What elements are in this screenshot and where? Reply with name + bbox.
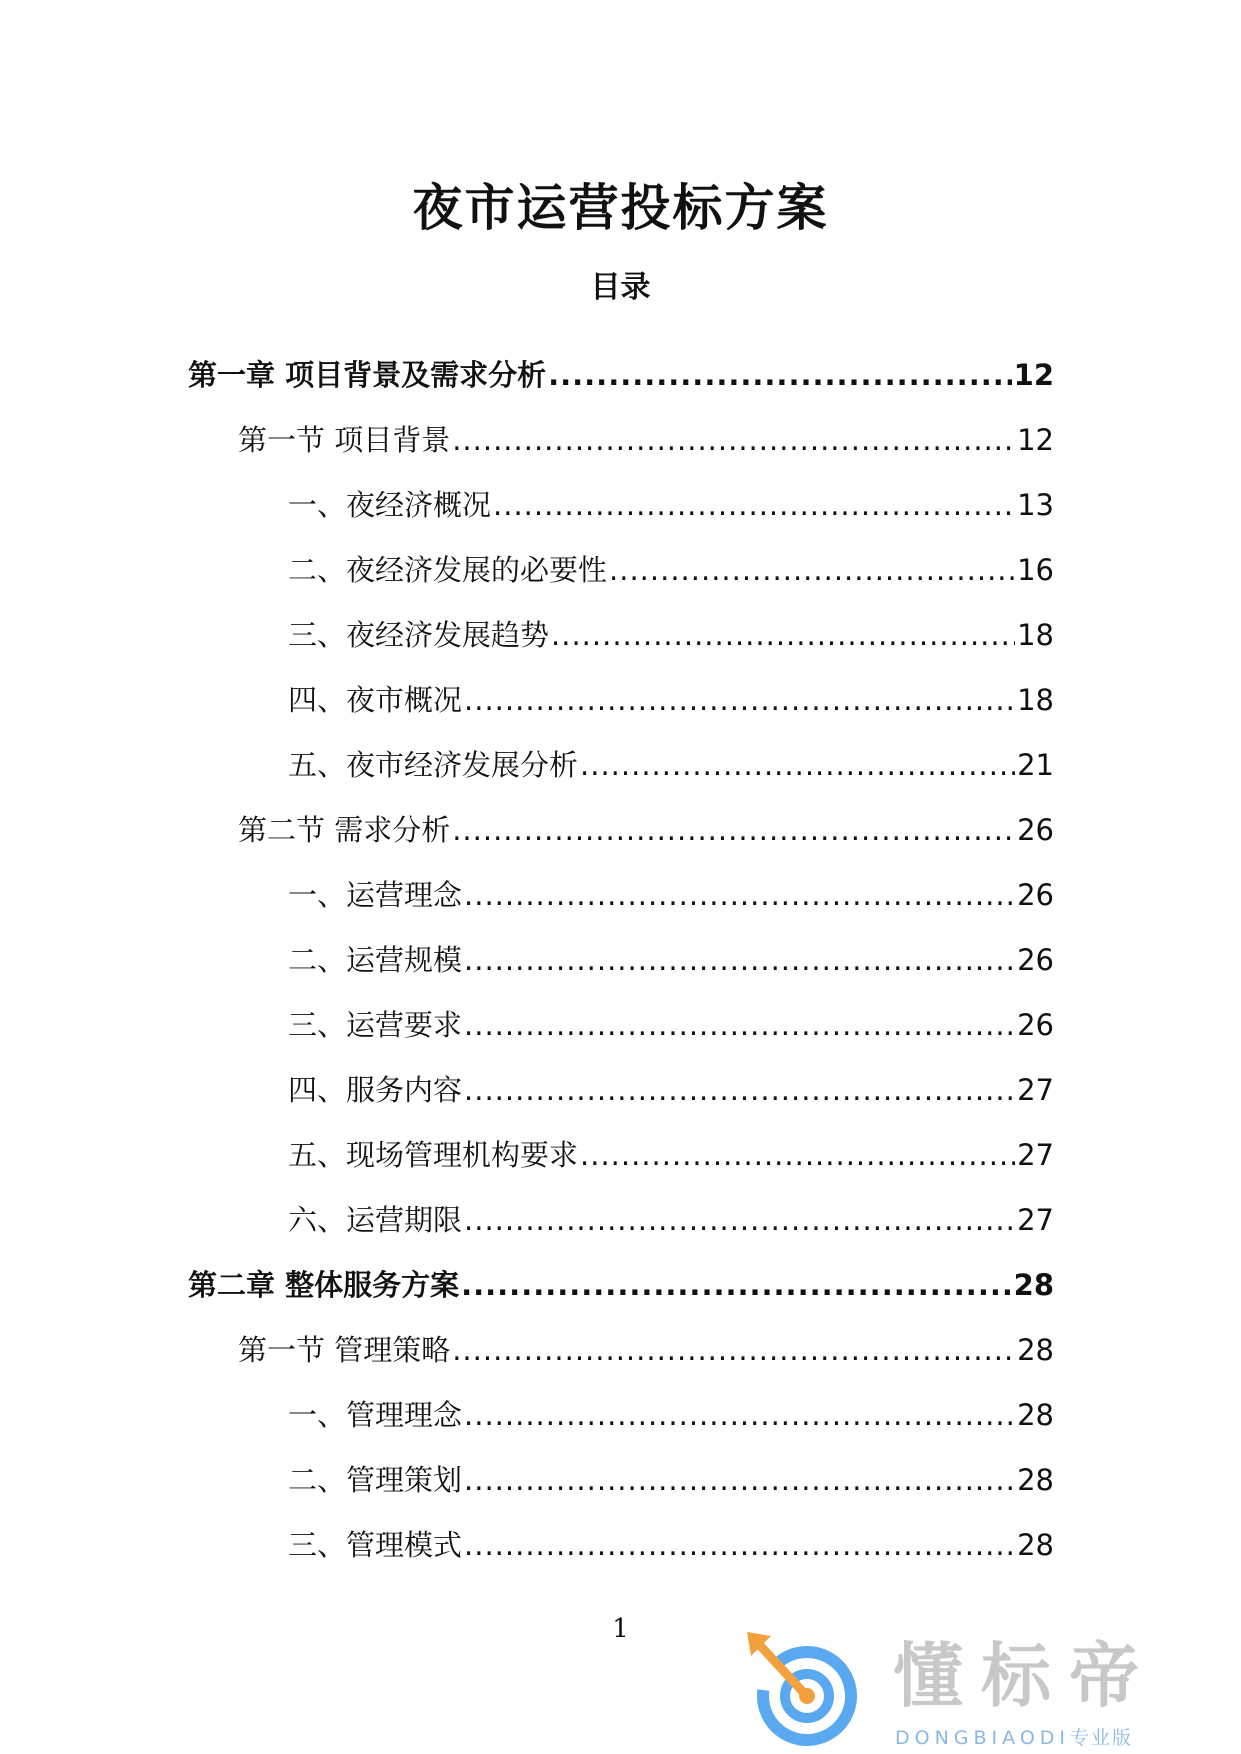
toc-entry-title: 六、运营期限 — [288, 1203, 463, 1237]
toc-entry-page: 26 — [1017, 813, 1054, 847]
toc-entry-title: 一、运营理念 — [288, 878, 463, 912]
toc-entry-page: 26 — [1017, 878, 1054, 912]
table-of-contents — [188, 330, 1054, 1565]
toc-entry[interactable] — [188, 1240, 1054, 1305]
toc-entry-title: 四、服务内容 — [288, 1073, 463, 1107]
toc-dot-leader — [493, 485, 1015, 525]
toc-entry[interactable] — [188, 785, 1054, 850]
toc-dot-leader — [464, 1070, 1015, 1110]
toc-entry-title: 第一节 项目背景 — [238, 423, 451, 457]
toc-entry[interactable] — [188, 655, 1054, 720]
toc-dot-leader — [464, 1460, 1015, 1500]
toc-dot-leader — [609, 550, 1015, 590]
toc-entry-title: 第二节 需求分析 — [238, 813, 451, 847]
toc-dot-leader — [580, 745, 1015, 785]
toc-entry-page: 26 — [1017, 1008, 1054, 1042]
toc-entry[interactable] — [188, 1110, 1054, 1175]
toc-entry-title: 一、管理理念 — [288, 1398, 463, 1432]
toc-entry[interactable] — [188, 460, 1054, 525]
toc-entry-page: 27 — [1017, 1073, 1054, 1107]
toc-entry[interactable] — [188, 980, 1054, 1045]
toc-entry-page: 18 — [1017, 618, 1054, 652]
toc-entry[interactable] — [188, 1370, 1054, 1435]
toc-entry-title: 一、夜经济概况 — [288, 488, 492, 522]
toc-entry[interactable] — [188, 915, 1054, 980]
toc-entry-title: 二、运营规模 — [288, 943, 463, 977]
toc-dot-leader — [464, 1200, 1015, 1240]
toc-entry[interactable] — [188, 720, 1054, 785]
toc-dot-leader — [452, 810, 1015, 850]
toc-entry[interactable] — [188, 1500, 1054, 1565]
toc-entry-page: 28 — [1017, 1463, 1054, 1497]
document-title: 夜市运营投标方案 — [412, 179, 829, 237]
toc-dot-leader — [452, 1330, 1015, 1370]
toc-entry[interactable] — [188, 1175, 1054, 1240]
toc-entry-title: 四、夜市概况 — [288, 683, 463, 717]
watermark-pinyin: DONGBIAODI — [895, 1727, 1071, 1749]
toc-dot-leader — [551, 615, 1015, 655]
toc-entry-page: 27 — [1017, 1138, 1054, 1172]
toc-dot-leader — [464, 1005, 1015, 1045]
toc-entry[interactable] — [188, 395, 1054, 460]
toc-entry-title: 三、管理模式 — [288, 1528, 463, 1562]
toc-entry-page: 28 — [1017, 1398, 1054, 1432]
toc-entry-page: 27 — [1017, 1203, 1054, 1237]
toc-entry[interactable] — [188, 525, 1054, 590]
toc-dot-leader — [452, 420, 1015, 460]
toc-entry-page: 16 — [1017, 553, 1054, 587]
toc-dot-leader — [461, 1265, 1012, 1305]
toc-dot-leader — [464, 1525, 1015, 1565]
toc-entry[interactable] — [188, 850, 1054, 915]
toc-entry-title: 五、现场管理机构要求 — [288, 1138, 579, 1172]
toc-dot-leader — [580, 1135, 1015, 1175]
toc-dot-leader — [548, 355, 1012, 395]
toc-entry[interactable] — [188, 590, 1054, 655]
toc-entry-page: 12 — [1017, 423, 1054, 457]
toc-entry[interactable] — [188, 1045, 1054, 1110]
toc-entry-page: 28 — [1017, 1333, 1054, 1367]
toc-entry-page: 28 — [1017, 1528, 1054, 1562]
target-dart-icon — [745, 1632, 863, 1750]
watermark-subtitle — [895, 1726, 1133, 1750]
toc-entry-title: 二、夜经济发展的必要性 — [288, 553, 608, 587]
toc-entry-title: 第二章 整体服务方案 — [188, 1268, 460, 1302]
toc-entry-title: 三、夜经济发展趋势 — [288, 618, 550, 652]
toc-entry-page: 18 — [1017, 683, 1054, 717]
toc-entry-page: 21 — [1017, 748, 1054, 782]
watermark-edition: 专业版 — [1070, 1727, 1134, 1749]
toc-entry-title: 三、运营要求 — [288, 1008, 463, 1042]
toc-entry-page: 13 — [1017, 488, 1054, 522]
toc-entry[interactable] — [188, 1305, 1054, 1370]
toc-entry-title: 第一章 项目背景及需求分析 — [188, 358, 547, 392]
toc-entry[interactable] — [188, 330, 1054, 395]
toc-heading: 目录 — [590, 270, 651, 305]
toc-entry-title: 第一节 管理策略 — [238, 1333, 451, 1367]
watermark — [745, 1632, 1215, 1752]
toc-entry-title: 五、夜市经济发展分析 — [288, 748, 579, 782]
toc-entry-page: 12 — [1013, 358, 1054, 392]
toc-dot-leader — [464, 680, 1015, 720]
toc-entry-page: 28 — [1013, 1268, 1054, 1302]
toc-entry-title: 二、管理策划 — [288, 1463, 463, 1497]
toc-dot-leader — [464, 1395, 1015, 1435]
toc-entry[interactable] — [188, 1435, 1054, 1500]
toc-dot-leader — [464, 875, 1015, 915]
page-number: 1 — [612, 1614, 629, 1644]
toc-dot-leader — [464, 940, 1015, 980]
watermark-brand-name: 懂标帝 — [893, 1635, 1157, 1717]
toc-entry-page: 26 — [1017, 943, 1054, 977]
